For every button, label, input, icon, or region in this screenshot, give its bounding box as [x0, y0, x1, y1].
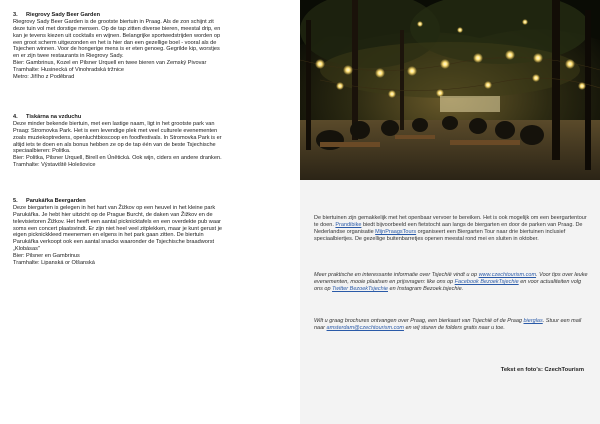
section-title: Riegrovy Sady Beer Garden [26, 12, 100, 18]
section-5 [13, 198, 295, 266]
text-line: altijd iets te doen en als bonus hebben ze op de tap één van de beste Tsjechische [13, 141, 216, 148]
text-line: zoals muziekoptredens, openluchtbioscoop en foodfestivals. In Stromovka Park is er [13, 134, 222, 141]
text-line: Parukářka. Je hebt hier uitzicht op de Prague Burcht, de daken van Žižkov en de [13, 211, 213, 218]
text-line: speciaalbieren: Politka. [13, 148, 71, 155]
section-heading: 4. Tiskárna na vzduchu [13, 114, 82, 120]
photo-credit: Tekst en foto's: CzechTourism [500, 367, 584, 373]
text-line: Tramhalte: Lipanská or Olšanská [13, 259, 95, 266]
text-line: Bier: Gambrinus, Kozel en Pilsner Urquell en twee bieren van Zemský Pivovar [13, 59, 207, 66]
section-4 [13, 114, 295, 169]
section-title: Tiskárna na vzduchu [26, 114, 82, 120]
beer-garden-illustration [300, 0, 600, 180]
beer-garden-photo [300, 0, 600, 180]
transport-paragraph: De biertuinen zijn gemakkelijk met het openbaar vervoer te bereiken. Het is ook mogelijk om een beergartentour te doen. Prandibike biedt bijvoorbeeld een fietstocht aan langs de biergarten en door de parken van Praag. De Nederlandse organisatie MijnPraagsTours organiseert een Biergarten Tour naar drie biertuinen inclusief speciaalbiertjes. De gezellige buitenbarretjes openen meestal rond mei en sluiten in oktober. [314, 215, 587, 242]
facebook-link[interactable]: Facebook BezoekTsjechie [454, 278, 519, 285]
mijnpraagstours-link[interactable]: MijnPraagsTours [375, 228, 417, 235]
text-line: deze tuin vol met dorstige mensen. Op de tap zitten diverse bieren, meestal drip, en [13, 25, 221, 32]
text-line: kan je tevens kiezen uit cocktails en wijnen. Belangrijke sportwedstrijden worden op [13, 32, 221, 39]
text-line: Bier: Pilsner en Gambrinus [13, 252, 80, 259]
text-line: Riegrovy Sady Beer Garden is de grootste biertuin in Praag. Als de zon schijnt zit [13, 19, 214, 26]
text-line: eigen picknickkleed meenemen en elgens in het park gaan zitten. De biertuin [13, 232, 204, 239]
text-line: Bier: Politka, Pilsner Urquell, Birell en Únětická. Ook wijn, ciders en andere dranken. [13, 155, 222, 162]
text-line: Tramhalte: Husinecká of Vinohradská tržnice [13, 66, 124, 73]
section-heading: 5. Parukářka Beergarden [13, 198, 86, 204]
text-line: televisietoren Žižkov. Het heeft een aantal picknicktafels en een overdekte pub waar [13, 218, 221, 225]
text-line: „Klobásas" [13, 245, 40, 252]
text-line: en er zijn twee restaurants in Riegrovy Sady. [13, 53, 124, 60]
text-line: Deze minder bekende biertuin, met een lastige naam, ligt in het grootste park van [13, 121, 215, 128]
bierglas-link[interactable]: bierglas [523, 318, 543, 324]
section-3 [13, 12, 295, 80]
text-line: Metro: Jiřího z Poděbrad [13, 73, 75, 80]
text-line: soms een concert plaatsvindt. Er zijn niet heel veel zitplekken, maar je kunt gerust je [13, 225, 222, 232]
text-line: Deze biergarten is gelegen in het hart van Žižkov op een heuvel in het kleine park [13, 205, 216, 212]
text-line: Tramhalte: Výstaviště Holešovice [13, 161, 96, 168]
section-title: Parukářka Beergarden [26, 198, 86, 204]
text-line: Parukářka verkoopt ook een aantal snacks waaronder de Tsjechische braadworst [13, 239, 215, 246]
text-line: Praag: Stromovka Park. Het is een levendige plek met veel culturele evenementen [13, 127, 218, 134]
twitter-link[interactable]: Twitter BezoekTsjechie [332, 285, 388, 292]
section-heading: 3. Riegrovy Sady Beer Garden [13, 12, 100, 18]
brochure-paragraph: Wilt u graag brochures ontvangen over Praag, een bierkaart van Tsjechië of de Praag bierglas. Stuur een mail naar amsterdam@czechtourism.com en wij sturen de folders gratis naar u toe. [314, 318, 582, 331]
prandibike-link[interactable]: Prandibike [335, 221, 362, 228]
czechtourism-link[interactable]: www.czechtourism.com [478, 272, 537, 278]
text-line: een groot scherm uitgezonden en het is hier dan een gezellige boel - vooral als de [13, 39, 217, 46]
text-line: Tsjechen winnen. Voor de hongerige mens is er eten genoeg. Gegrilde kip, worstjes [13, 46, 220, 53]
info-paragraph: Meer praktische en interessante informatie over Tsjechië vindt u op www.czechtourism.com. Voor tips over leuke evenementen, mooie plaatsen en prijsvragen: like ons op Facebook BezoekTsjechie en voor actualiteiten volg ons op Twitter BezoekTsjechie en Instagram Bezoek.tsjechie. [314, 272, 588, 292]
email-link[interactable]: amsterdam@czechtourism.com [326, 324, 404, 331]
